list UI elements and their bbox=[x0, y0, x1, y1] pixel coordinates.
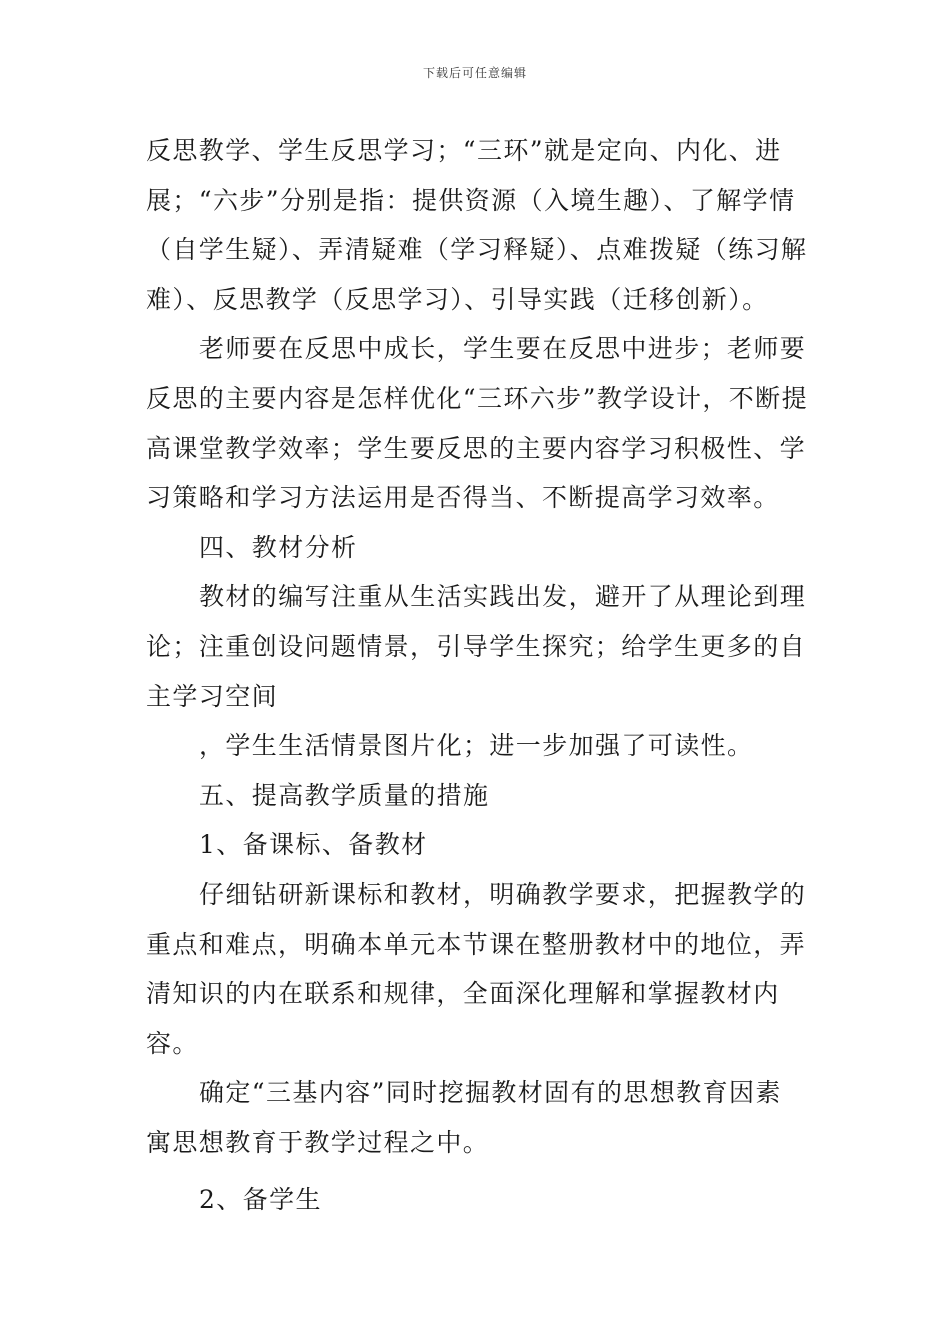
subheading-prepare-students: 2、备学生 bbox=[199, 1185, 322, 1215]
section-heading-textbook-analysis: 四、教材分析 bbox=[199, 532, 358, 562]
paragraph-three-basics: 确定“三基内容”同时挖掘教材固有的思想教育因素寓思想教育于教学过程之中。 bbox=[146, 1078, 782, 1157]
paragraph-reflection-steps: 反思教学、学生反思学习；“三环”就是定向、内化、进展；“六步”分别是指：提供资源（入境生趣）、了解学情（自学生疑）、弄清疑难（学习释疑）、点难拨疑（练习解难）、反思教学（反思学习）、引导实践（迁移创新）。 bbox=[146, 136, 808, 314]
document-body bbox=[146, 126, 808, 1225]
section-heading-quality-measures: 五、提高教学质量的措施 bbox=[199, 780, 490, 810]
paragraph-textbook-design: 教材的编写注重从生活实践出发，避开了从理论到理论；注重创设问题情景，引导学生探究；给学生更多的自主学习空间 bbox=[146, 582, 807, 711]
paragraph-textbook-readability: ，学生生活情景图片化；进一步加强了可读性。 bbox=[199, 731, 754, 761]
page-header-note: 下载后可任意编辑 bbox=[422, 66, 527, 80]
paragraph-study-curriculum: 仔细钻研新课标和教材，明确教学要求，把握教学的重点和难点，明确本单元本节课在整册教材中的地位，弄清知识的内在联系和规律，全面深化理解和掌握教材内容。 bbox=[146, 879, 807, 1058]
subheading-prepare-curriculum: 1、备课标、备教材 bbox=[199, 830, 428, 860]
paragraph-teacher-reflection: 老师要在反思中成长，学生要在反思中进步；老师要反思的主要内容是怎样优化“三环六步”教学设计，不断提高课堂教学效率；学生要反思的主要内容学习积极性、学习策略和学习方法运用是否得当、不断提高学习效率。 bbox=[146, 334, 808, 513]
